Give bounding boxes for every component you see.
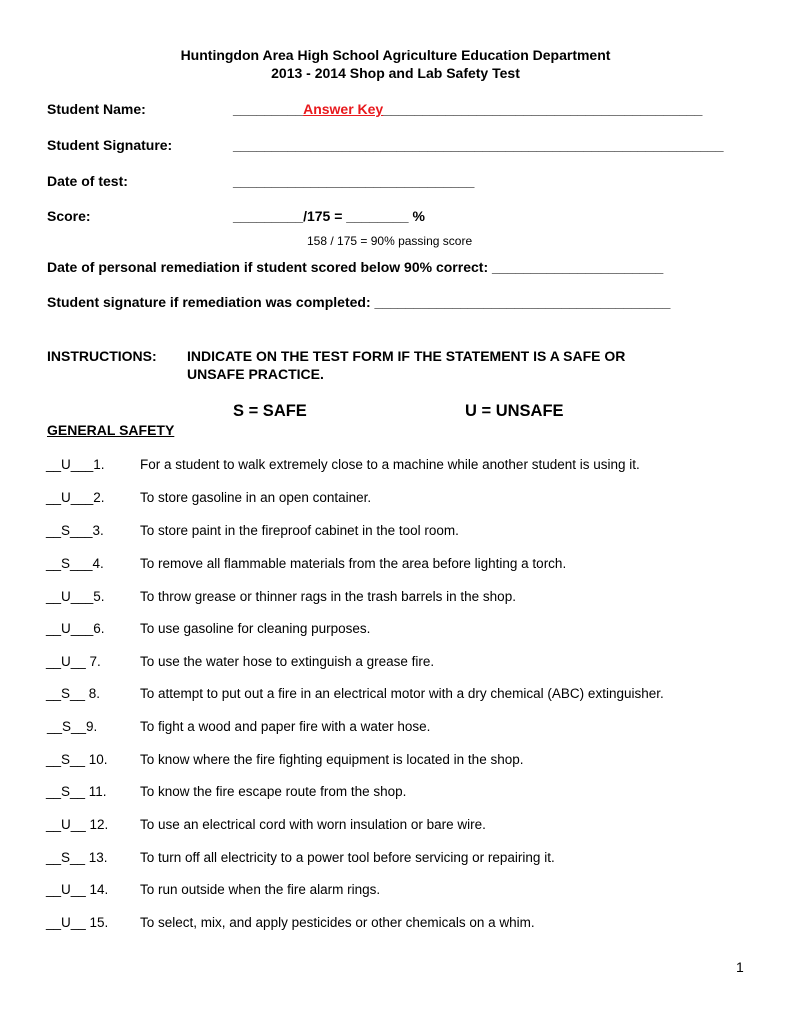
answer-number: __S___3. [46,523,104,538]
answer-number: __U__ 12. [46,817,109,832]
answer-number: __U__ 7. [46,654,101,669]
answer-number: __S___4. [46,556,104,571]
legend-safe: S = SAFE [233,402,307,420]
score-label: Score: [47,208,91,224]
question-text: To turn off all electricity to a power tool before servicing or repairing it. [140,850,555,865]
instructions-label: INSTRUCTIONS: [47,348,157,364]
legend-unsafe: U = UNSAFE [465,402,564,420]
question-text: To throw grease or thinner rags in the trash barrels in the shop. [140,589,516,604]
remediation-signature-line: Student signature if remediation was completed: ______________________________________ [47,294,671,310]
answer-number: __S__ 13. [46,850,108,865]
title-line-2: 2013 - 2014 Shop and Lab Safety Test [271,65,520,81]
score-line: _________/175 = ________ % [233,208,425,224]
student-name-prefix: _________ [233,101,304,117]
date-of-test-label: Date of test: [47,173,128,189]
question-text: For a student to walk extremely close to a machine while another student is using it. [140,457,640,472]
page-number: 1 [736,959,744,975]
answer-number: __U___2. [46,490,105,505]
question-text: To store paint in the fireproof cabinet in the tool room. [140,523,459,538]
question-text: To use the water hose to extinguish a grease fire. [140,654,435,669]
instructions-line-2: UNSAFE PRACTICE. [187,366,324,382]
question-text: To use an electrical cord with worn insulation or bare wire. [140,817,486,832]
title-line-1: Huntingdon Area High School Agriculture Education Department [180,47,611,63]
student-name-value: Answer Key [303,101,384,117]
student-signature-label: Student Signature: [47,137,173,153]
answer-number: __U__ 15. [46,915,109,930]
student-name-label: Student Name: [47,101,146,117]
answer-number: __S__ 8. [46,686,101,701]
section-title-general-safety: GENERAL SAFETY [47,422,175,438]
answer-number: __U___1. [46,457,105,472]
question-text: To use gasoline for cleaning purposes. [140,621,371,636]
question-text: To store gasoline in an open container. [140,490,372,505]
instructions-line-1: INDICATE ON THE TEST FORM IF THE STATEMENT IS A SAFE OR [187,348,626,364]
answer-number: __S__ 10. [46,752,108,767]
question-text: To fight a wood and paper fire with a water hose. [140,719,431,734]
passing-score-note: 158 / 175 = 90% passing score [307,234,473,248]
answer-number: __U___5. [46,589,105,604]
question-text: To remove all flammable materials from the area before lighting a torch. [140,556,567,571]
student-signature-line: _______________________________________________________________ [233,137,724,153]
answer-number: __S__9. [47,719,98,734]
remediation-date-line: Date of personal remediation if student scored below 90% correct: ______________________ [47,259,664,275]
date-of-test-line: _______________________________ [233,173,475,189]
question-text: To know where the fire fighting equipment is located in the shop. [140,752,524,767]
question-text: To attempt to put out a fire in an electrical motor with a dry chemical (ABC) extinguisher. [140,686,664,701]
answer-number: __U__ 14. [46,882,109,897]
question-text: To know the fire escape route from the shop. [140,784,407,799]
student-name-field [233,101,702,117]
answer-number: __U___6. [46,621,105,636]
answer-number: __S__ 11. [46,784,107,799]
question-text: To select, mix, and apply pesticides or other chemicals on a whim. [140,915,535,930]
student-name-suffix: _________________________________________ [383,101,703,117]
question-text: To run outside when the fire alarm rings. [140,882,381,897]
